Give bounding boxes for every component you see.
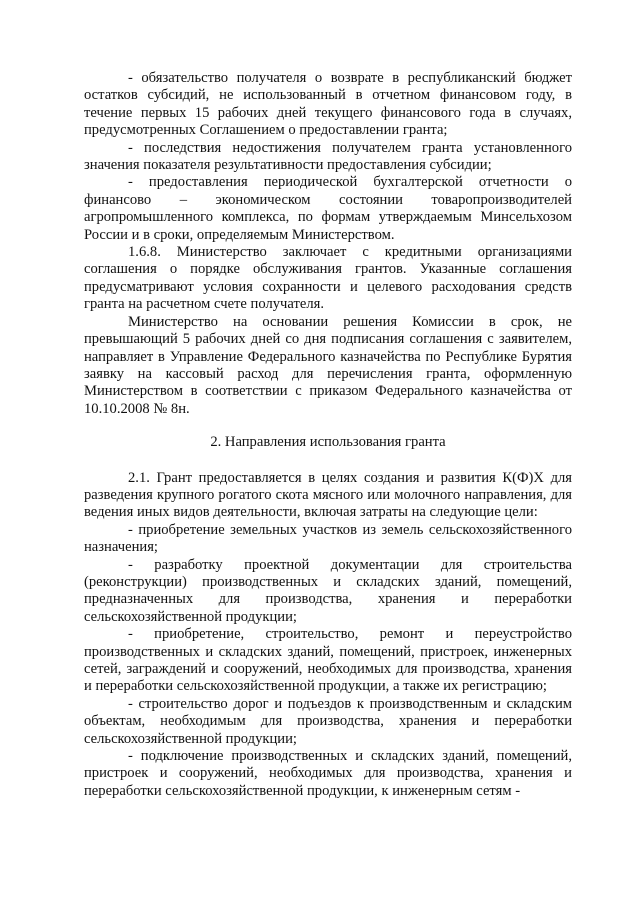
paragraph-2-1: 2.1. Грант предоставляется в целях создания и развития К(Ф)Х для разведения крупного рогатого скота мясного или молочного направления, для ведения иных видов деятельности, включая затраты на следующие цели: <box>84 469 572 521</box>
section-heading: 2. Направления использования гранта <box>210 434 446 451</box>
list-item-design-docs: - разработку проектной документации для строительства (реконструкции) производственных и складских зданий, помещений, предназначенных для производства, хранения и переработки сельскохозяйственной продукции; <box>84 556 572 625</box>
list-item-roads: - строительство дорог и подъездов к производственным и складским объектам, необходимым для производства, хранения и переработки сельскохозяйственной продукции; <box>84 695 572 747</box>
paragraph-ministry-decision: Министерство на основании решения Комиссии в срок, не превышающий 5 рабочих дней со дня подписания соглашения с заявителем, направляет в Управление Федерального казначейства по Республике Бурятия заявку на кассовый расход для перечисления гранта, оформленную Министерством в соответствии с приказом Федерального казначейства от 10.10.2008 № 8н. <box>84 313 572 417</box>
paragraph-reporting: - предоставления периодической бухгалтерской отчетности о финансово – экономическом состоянии товаропроизводителей агропромышленного комплекса, по формам утверждаемым Минсельхозом России и в сроки, определяемым Министерством. <box>84 174 572 243</box>
document-page <box>84 70 572 800</box>
list-item-construction: - приобретение, строительство, ремонт и переустройство производственных и складских зданий, помещений, пристроек, инженерных сетей, заграждений и сооружений, необходимых для производства, хранения и переработки сельскохозяйственной продукции, а также их регистрацию; <box>84 626 572 695</box>
list-item-utilities: - подключение производственных и складских зданий, помещений, пристроек и сооружений, необходимых для производства, хранения и переработки сельскохозяйственной продукции, к инженерным сетям - <box>84 748 572 799</box>
paragraph-consequences: - последствия недостижения получателем гранта установленного значения показателя результативности предоставления субсидии; <box>84 139 572 174</box>
list-item-land: - приобретение земельных участков из земель сельскохозяйственного назначения; <box>84 521 572 556</box>
paragraph-obligation-return: - обязательство получателя о возврате в республиканский бюджет остатков субсидий, не использованный в отчетном финансовом году, в течение первых 15 рабочих дней текущего финансового года в случаях, предусмотренных Соглашением о предоставлении гранта; <box>84 70 572 139</box>
paragraph-1-6-8: 1.6.8. Министерство заключает с кредитными организациями соглашения о порядке обслуживания грантов. Указанные соглашения предусматривают условия сохранности и целевого расходования средств гранта на расчетном счете получателя. <box>84 244 572 313</box>
